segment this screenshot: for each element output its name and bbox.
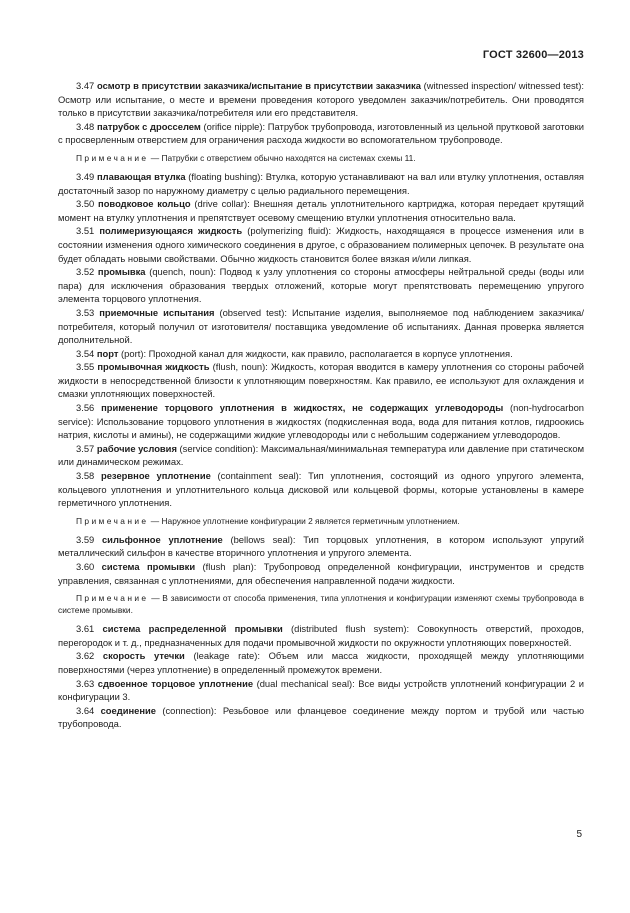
definition-entry (58, 704, 584, 731)
entry-term: патрубок с дросселем (96, 120, 201, 132)
definition-entry (58, 306, 584, 347)
definition-entry (58, 360, 584, 401)
entry-number: 3.59 (76, 533, 95, 545)
entry-number: 3.52 (76, 266, 95, 278)
page-number: 5 (576, 829, 582, 840)
entry-definition: (leakage rate): Объем или масса жидкости, проходящей между уплотняющими поверхностями (через уплотнение) в определенный промежуток времени. (58, 650, 584, 675)
entry-term: промывка (97, 266, 146, 278)
note-label: Примечание (76, 593, 149, 604)
entry-number: 3.62 (76, 650, 95, 662)
entry-number: 3.49 (76, 170, 95, 182)
entry-number: 3.50 (76, 198, 95, 210)
definition-entry (58, 79, 584, 120)
note-text: — В зависимости от способа применения, типа уплотнения и конфигурации изменяют схемы трубопровода в системе промывки. (58, 593, 584, 616)
entry-term: поводковое кольцо (98, 198, 191, 210)
entry-definition: (polymerizing fluid): Жидкость, находящаяся в процессе изменения или в состоянии изменения одного химического соединения в другое, с образованием полимерных цепочек. В результате она будет обладать новыми свойствами. Обычно жидкость становится более вязкая и/или липкая. (58, 225, 585, 264)
entry-number: 3.55 (76, 361, 95, 373)
note-text: — Наружное уплотнение конфигурации 2 является герметичным уплотнением. (148, 515, 460, 526)
entry-number: 3.61 (76, 623, 95, 635)
entry-term: сдвоенное торцовое уплотнение (97, 677, 254, 689)
definition-entry (58, 442, 584, 469)
entry-term: осмотр в присутствии заказчика/испытание в присутствии заказчика (96, 80, 421, 91)
entry-term: рабочие условия (96, 442, 177, 454)
definition-entry (58, 560, 584, 587)
entry-number: 3.56 (76, 402, 95, 414)
entry-definition: (non-hydrocarbon service): Использование торцового уплотнения в жидкостях (подкисленная вода, вода для питания котлов, гидроокись натрия, кислоты и амины), не содержащими жидкие углеводороды или с небольшим содержанием углеводородов. (58, 402, 585, 441)
definition-entry (58, 677, 584, 704)
note-label: Примечание (76, 515, 149, 526)
definition-entry (58, 224, 584, 265)
entry-term: промывочная жидкость (97, 361, 210, 373)
note (58, 592, 584, 616)
entry-term: система распределенной промывки (102, 623, 283, 635)
definition-entry (58, 170, 584, 197)
entry-number: 3.58 (76, 470, 95, 482)
entry-definition: (orifice nipple): Патрубок трубопровода, изготовленный из цельной прутковой заготовки с просверленным отверстием для ограничения расхода жидкости во вспомогательном трубопроводе. (58, 120, 585, 146)
page-header: ГОСТ 32600—2013 (482, 49, 584, 61)
entry-definition: (witnessed inspection/ witnessed test): Осмотр или испытание, о месте и времени проведения которого уведомлен заказчик/потребитель. Они проводятся только в присутствии заказчика/потребителя или его представителя. (58, 80, 584, 119)
entry-definition: (quench, noun): Подвод к узлу уплотнения со стороны атмосферы нейтральной среды (воды или пара) для исключения образования твердых отложений, которые могут препятствовать перемещению упругого элемента торцового уплотнения. (58, 266, 585, 305)
entry-term: система промывки (101, 561, 196, 572)
document-body (58, 79, 584, 731)
entry-definition: (containment seal): Тип уплотнения, состоящий из одного упругого элемента, кольцевого уплотнения и уплотнительного кольца дисковой или кольцевой формы, которые установлены в камере герметичного уплотнения. (58, 470, 584, 509)
note-label: Примечание (76, 152, 149, 163)
definition-entry (58, 197, 584, 224)
entry-definition: (flush, noun): Жидкость, которая вводится в камеру уплотнения со стороны рабочей жидкости в непосредственной близости к уплотняющим поверхностям. Как правило, ее используют для охлаждения и смазки уплотняющих поверхностей. (58, 361, 584, 400)
entry-definition: (drive collar): Внешняя деталь уплотнительного картриджа, которая передает крутящий момент на втулку уплотнения и препятствует осевому смещению втулки уплотнения относительно вала. (58, 198, 585, 223)
entry-number: 3.53 (76, 306, 95, 318)
entry-number: 3.47 (76, 80, 95, 91)
entry-term: применение торцового уплотнения в жидкостях, не содержащих углеводороды (101, 402, 504, 414)
definition-entry (58, 347, 584, 361)
entry-number: 3.51 (76, 225, 95, 237)
entry-definition: (floating bushing): Втулка, которую устанавливают на вал или втулку уплотнения, оставляя достаточный зазор по наружному диаметру с целью радиального перемещения. (58, 170, 584, 196)
entry-term: скорость утечки (102, 650, 185, 662)
entry-definition: (port): Проходной канал для жидкости, как правило, располагается в корпусе уплотнения. (118, 347, 513, 359)
definition-entry (58, 401, 584, 442)
entry-term: соединение (100, 704, 156, 716)
entry-term: сильфонное уплотнение (101, 533, 223, 545)
entry-definition: (flush plan): Трубопровод определенной конфигурации, инструментов и средств управления, связанная с уплотнениями, для обеспечения направленной подачи жидкости. (58, 561, 585, 586)
definition-entry (58, 533, 584, 560)
note (58, 152, 584, 164)
entry-definition: (observed test): Испытание изделия, выполняемое под наблюдением заказчика/потребителя, который получил от изготовителя/ поставщика уведомление об испытаниях. Данная проверка является дополнительной. (58, 306, 585, 346)
entry-definition: (connection): Резьбовое или фланцевое соединение между портом и трубой или частью трубопровода. (58, 704, 584, 730)
entry-term: порт (96, 347, 119, 359)
entry-term: приемочные испытания (99, 306, 215, 318)
entry-definition: (dual mechanical seal): Все виды устройств уплотнений конфигурации 2 и конфигурации 3. (58, 677, 584, 703)
entry-term: полимеризующаяся жидкость (99, 225, 243, 237)
entry-term: резервное уплотнение (100, 470, 211, 482)
definition-entry (58, 469, 584, 510)
entry-number: 3.48 (76, 120, 95, 132)
entry-definition: (bellows seal): Тип торцовых уплотнения, в котором используют упругий металлический сильфон в качестве вторичного уплотнения и упругого элемента. (58, 533, 585, 559)
definition-entry (58, 622, 584, 649)
definition-entry (58, 120, 584, 147)
entry-definition: (service condition): Максимальная/минимальная температура или давление при статическом или динамическом режимах. (58, 442, 585, 468)
definition-entry (58, 265, 584, 306)
definition-entry (58, 649, 584, 676)
entry-term: плавающая втулка (97, 170, 186, 182)
note (58, 515, 584, 527)
entry-number: 3.60 (76, 561, 95, 572)
entry-number: 3.54 (76, 347, 95, 359)
entry-number: 3.64 (76, 704, 95, 716)
note-text: — Патрубки с отверстием обычно находятся на системах схемы 11. (148, 152, 416, 163)
entry-definition: (distributed flush system): Совокупность отверстий, проходов, перегородок и т. д., предназначенных для подачи промывочной жидкости по окружности уплотняющих поверхностей. (58, 623, 584, 648)
entry-number: 3.63 (76, 677, 95, 689)
entry-number: 3.57 (76, 442, 95, 454)
